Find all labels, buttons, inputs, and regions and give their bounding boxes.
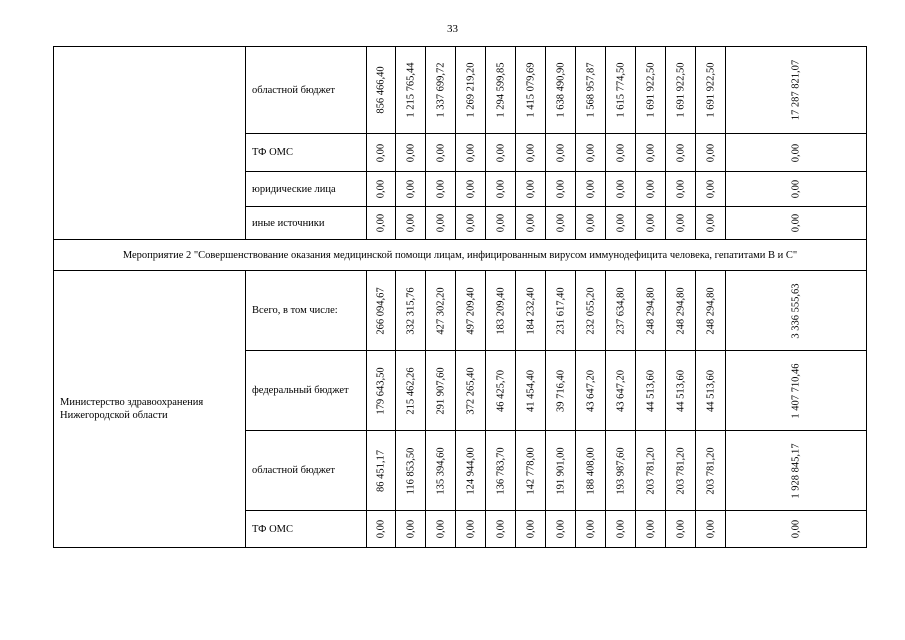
year-value-cell xyxy=(606,172,636,207)
year-value-cell xyxy=(606,431,636,511)
page-number: 33 xyxy=(447,23,458,35)
year-value-cell xyxy=(367,207,396,240)
year-value: 0,00 xyxy=(705,519,716,539)
year-value-cell xyxy=(696,207,726,240)
year-value: 0,00 xyxy=(555,213,566,233)
year-value-cell xyxy=(546,351,576,431)
year-value-cell xyxy=(396,207,426,240)
year-value-cell xyxy=(576,207,606,240)
total-value-cell xyxy=(726,431,867,511)
year-value: 0,00 xyxy=(375,179,387,199)
funding-source-cell: Всего, в том числе: xyxy=(246,271,367,351)
year-value-cell xyxy=(546,271,576,351)
year-value-cell xyxy=(367,47,396,134)
year-value-cell xyxy=(396,172,426,207)
year-value: 248 294,80 xyxy=(645,286,656,335)
total-value: 17 287 821,07 xyxy=(790,59,802,121)
year-value: 0,00 xyxy=(585,213,596,233)
year-value-cell xyxy=(367,351,396,431)
total-value-cell xyxy=(726,511,867,548)
year-value: 0,00 xyxy=(525,213,536,233)
year-value: 248 294,80 xyxy=(705,286,716,335)
year-value: 0,00 xyxy=(675,179,686,199)
year-value-cell xyxy=(576,271,606,351)
year-value: 179 643,50 xyxy=(375,366,387,415)
year-value: 1 269 219,20 xyxy=(465,62,476,118)
year-value: 0,00 xyxy=(645,519,656,539)
year-value: 1 615 774,50 xyxy=(615,62,626,118)
year-value: 0,00 xyxy=(435,213,446,233)
year-value-cell xyxy=(606,207,636,240)
year-value: 0,00 xyxy=(705,213,716,233)
year-value: 191 901,00 xyxy=(555,446,566,495)
year-value-cell xyxy=(666,207,696,240)
year-value: 427 302,20 xyxy=(435,286,446,335)
year-value-cell xyxy=(486,47,516,134)
year-value: 1 638 490,90 xyxy=(555,62,566,118)
year-value: 203 781,20 xyxy=(645,446,656,495)
year-value: 0,00 xyxy=(585,179,596,199)
year-value: 116 853,50 xyxy=(405,447,416,494)
year-value: 0,00 xyxy=(705,143,716,162)
year-value: 237 634,80 xyxy=(615,286,626,335)
year-value: 332 315,76 xyxy=(405,286,416,335)
year-value: 0,00 xyxy=(495,213,506,233)
year-value-cell xyxy=(486,271,516,351)
year-value: 0,00 xyxy=(465,519,476,539)
organization-cell xyxy=(54,47,246,240)
year-value-cell xyxy=(516,351,546,431)
year-value-cell xyxy=(426,47,456,134)
year-value: 203 781,20 xyxy=(675,446,686,495)
funding-source-cell: ТФ ОМС xyxy=(246,134,367,172)
year-value: 0,00 xyxy=(375,519,387,539)
year-value-cell xyxy=(606,511,636,548)
year-value-cell xyxy=(546,172,576,207)
year-value: 44 513,60 xyxy=(705,369,716,412)
year-value: 0,00 xyxy=(585,519,596,539)
year-value: 0,00 xyxy=(645,179,656,199)
funding-source-cell: юридические лица xyxy=(246,172,367,207)
year-value-cell xyxy=(456,351,486,431)
funding-source-cell: иные источники xyxy=(246,207,367,240)
year-value-cell xyxy=(456,271,486,351)
year-value-cell xyxy=(456,511,486,548)
year-value-cell xyxy=(426,172,456,207)
year-value-cell xyxy=(367,134,396,172)
year-value-cell xyxy=(636,134,666,172)
year-value: 232 055,20 xyxy=(585,286,596,335)
year-value: 0,00 xyxy=(615,213,626,233)
year-value: 142 778,00 xyxy=(525,446,536,495)
section-row xyxy=(54,240,867,271)
year-value: 0,00 xyxy=(465,179,476,199)
funding-source-cell: областной бюджет xyxy=(246,47,367,134)
year-value-cell xyxy=(486,511,516,548)
funding-source-cell: ТФ ОМС xyxy=(246,511,367,548)
year-value-cell xyxy=(486,351,516,431)
organization-cell: Министерство здравоохранения Нижегородской области xyxy=(54,271,246,548)
year-value-cell xyxy=(666,511,696,548)
year-value: 0,00 xyxy=(675,519,686,539)
year-value-cell xyxy=(456,47,486,134)
year-value-cell xyxy=(456,207,486,240)
table-row xyxy=(54,47,867,134)
year-value: 0,00 xyxy=(495,143,506,162)
year-value: 0,00 xyxy=(615,519,626,539)
year-value-cell xyxy=(546,47,576,134)
year-value-cell xyxy=(456,134,486,172)
year-value: 1 691 922,50 xyxy=(705,62,716,118)
year-value: 0,00 xyxy=(615,143,626,162)
year-value-cell xyxy=(666,172,696,207)
year-value: 1 568 957,87 xyxy=(585,62,596,118)
total-value-cell xyxy=(726,271,867,351)
year-value-cell xyxy=(367,172,396,207)
year-value-cell xyxy=(576,134,606,172)
funding-source-cell: федеральный бюджет xyxy=(246,351,367,431)
year-value-cell xyxy=(426,351,456,431)
year-value: 0,00 xyxy=(405,213,416,233)
year-value: 1 215 765,44 xyxy=(405,62,416,118)
year-value-cell xyxy=(666,271,696,351)
total-value-cell xyxy=(726,207,867,240)
year-value-cell xyxy=(696,351,726,431)
year-value-cell xyxy=(426,134,456,172)
year-value: 184 232,40 xyxy=(525,286,536,335)
year-value-cell xyxy=(486,172,516,207)
year-value-cell xyxy=(486,207,516,240)
year-value-cell xyxy=(426,207,456,240)
year-value-cell xyxy=(396,511,426,548)
year-value-cell xyxy=(516,511,546,548)
total-value-cell xyxy=(726,47,867,134)
year-value-cell xyxy=(367,431,396,511)
year-value: 0,00 xyxy=(465,143,476,162)
year-value: 135 394,60 xyxy=(435,446,446,495)
year-value-cell xyxy=(606,271,636,351)
total-value: 0,00 xyxy=(790,519,802,539)
year-value-cell xyxy=(546,207,576,240)
year-value-cell xyxy=(516,207,546,240)
year-value-cell xyxy=(367,271,396,351)
year-value: 856 466,40 xyxy=(375,66,387,114)
year-value-cell xyxy=(666,431,696,511)
year-value-cell xyxy=(396,431,426,511)
year-value: 0,00 xyxy=(465,213,476,233)
year-value: 39 716,40 xyxy=(555,369,566,412)
year-value-cell xyxy=(426,271,456,351)
year-value: 136 783,70 xyxy=(495,446,506,495)
total-value: 0,00 xyxy=(790,143,802,162)
year-value: 231 617,40 xyxy=(555,286,566,335)
year-value: 0,00 xyxy=(375,143,387,162)
year-value: 266 094,67 xyxy=(375,286,387,335)
year-value: 0,00 xyxy=(405,143,416,162)
year-value: 0,00 xyxy=(675,213,686,233)
year-value: 0,00 xyxy=(645,143,656,162)
year-value: 0,00 xyxy=(555,143,566,162)
year-value-cell xyxy=(636,271,666,351)
year-value: 0,00 xyxy=(375,213,387,233)
total-value-cell xyxy=(726,351,867,431)
year-value: 1 415 079,69 xyxy=(525,62,536,118)
year-value: 0,00 xyxy=(645,213,656,233)
total-value-cell xyxy=(726,134,867,172)
year-value: 43 647,20 xyxy=(585,369,596,412)
year-value-cell xyxy=(396,351,426,431)
total-value: 0,00 xyxy=(790,213,802,233)
funding-source-cell: областной бюджет xyxy=(246,431,367,511)
year-value-cell xyxy=(666,351,696,431)
year-value: 0,00 xyxy=(705,179,716,199)
year-value: 0,00 xyxy=(435,179,446,199)
year-value-cell xyxy=(606,351,636,431)
year-value-cell xyxy=(636,47,666,134)
year-value-cell xyxy=(516,134,546,172)
year-value-cell xyxy=(546,134,576,172)
year-value-cell xyxy=(396,134,426,172)
year-value: 1 337 699,72 xyxy=(435,62,446,118)
year-value: 44 513,60 xyxy=(675,369,686,412)
year-value-cell xyxy=(636,431,666,511)
year-value: 248 294,80 xyxy=(675,286,686,335)
year-value: 44 513,60 xyxy=(645,369,656,412)
total-value-cell xyxy=(726,172,867,207)
year-value-cell xyxy=(636,207,666,240)
year-value: 1 691 922,50 xyxy=(675,62,686,118)
year-value: 0,00 xyxy=(525,519,536,539)
year-value: 1 294 599,85 xyxy=(495,62,506,118)
year-value: 0,00 xyxy=(435,519,446,539)
year-value-cell xyxy=(636,172,666,207)
year-value: 0,00 xyxy=(555,519,566,539)
year-value: 188 408,00 xyxy=(585,446,596,495)
year-value: 0,00 xyxy=(435,143,446,162)
year-value: 183 209,40 xyxy=(495,286,506,335)
year-value: 0,00 xyxy=(675,143,686,162)
year-value-cell xyxy=(696,172,726,207)
total-value: 1 928 845,17 xyxy=(790,442,802,499)
year-value-cell xyxy=(546,431,576,511)
year-value-cell xyxy=(576,351,606,431)
year-value: 43 647,20 xyxy=(615,369,626,412)
year-value: 291 907,60 xyxy=(435,366,446,415)
year-value: 193 987,60 xyxy=(615,446,626,495)
year-value: 124 944,00 xyxy=(465,446,476,495)
year-value-cell xyxy=(576,511,606,548)
year-value: 0,00 xyxy=(585,143,596,162)
budget-table xyxy=(53,46,867,548)
year-value-cell xyxy=(486,134,516,172)
year-value: 0,00 xyxy=(405,179,416,199)
year-value-cell xyxy=(516,271,546,351)
year-value-cell xyxy=(636,351,666,431)
year-value-cell xyxy=(696,47,726,134)
year-value-cell xyxy=(396,47,426,134)
year-value-cell xyxy=(666,134,696,172)
year-value: 0,00 xyxy=(525,143,536,162)
year-value-cell xyxy=(606,134,636,172)
year-value: 372 265,40 xyxy=(465,366,476,415)
year-value-cell xyxy=(696,511,726,548)
section-title: Мероприятие 2 "Совершенствование оказания медицинской помощи лицам, инфицированным вирусом иммунодефицита человека, гепатитами В и С" xyxy=(54,240,867,271)
year-value: 46 425,70 xyxy=(495,369,506,412)
year-value: 86 451,17 xyxy=(375,449,387,492)
year-value-cell xyxy=(636,511,666,548)
year-value-cell xyxy=(696,271,726,351)
year-value: 1 691 922,50 xyxy=(645,62,656,118)
year-value-cell xyxy=(516,431,546,511)
year-value: 0,00 xyxy=(555,179,566,199)
total-value: 1 407 710,46 xyxy=(790,362,802,419)
year-value: 0,00 xyxy=(495,179,506,199)
year-value-cell xyxy=(456,172,486,207)
year-value-cell xyxy=(576,172,606,207)
year-value: 0,00 xyxy=(495,519,506,539)
year-value-cell xyxy=(426,431,456,511)
table-row xyxy=(54,271,867,351)
year-value-cell xyxy=(606,47,636,134)
total-value: 0,00 xyxy=(790,179,802,199)
year-value-cell xyxy=(486,431,516,511)
year-value-cell xyxy=(696,431,726,511)
year-value: 203 781,20 xyxy=(705,446,716,495)
year-value: 0,00 xyxy=(615,179,626,199)
year-value-cell xyxy=(516,172,546,207)
year-value-cell xyxy=(426,511,456,548)
year-value: 41 454,40 xyxy=(525,369,536,412)
year-value: 0,00 xyxy=(405,519,416,539)
year-value: 0,00 xyxy=(525,179,536,199)
year-value-cell xyxy=(367,511,396,548)
year-value-cell xyxy=(516,47,546,134)
year-value-cell xyxy=(696,134,726,172)
year-value: 497 209,40 xyxy=(465,286,476,335)
year-value-cell xyxy=(396,271,426,351)
year-value-cell xyxy=(456,431,486,511)
year-value-cell xyxy=(666,47,696,134)
total-value: 3 336 555,63 xyxy=(790,282,802,339)
year-value: 215 462,26 xyxy=(405,366,416,415)
year-value-cell xyxy=(546,511,576,548)
year-value-cell xyxy=(576,431,606,511)
year-value-cell xyxy=(576,47,606,134)
